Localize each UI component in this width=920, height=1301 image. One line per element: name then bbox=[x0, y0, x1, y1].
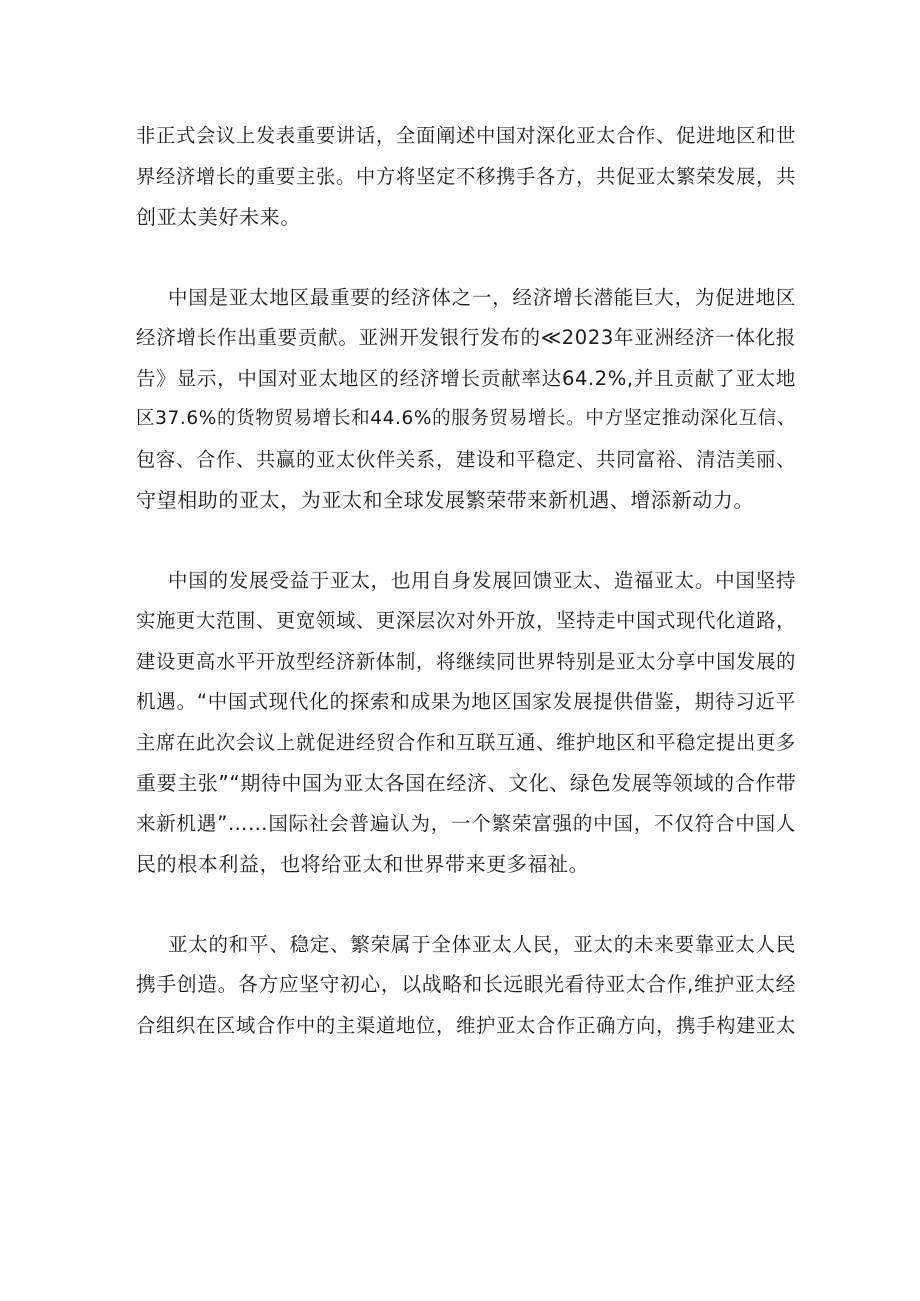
paragraph-3 bbox=[136, 561, 796, 885]
text-line: 合组织在区域合作中的主渠道地位，维护亚太合作正确方向，携手构建亚太 bbox=[136, 1013, 796, 1037]
text-line: 创亚太美好未来。 bbox=[136, 205, 301, 229]
text-line: 主席在此次会议上就促进经贸合作和互联互通、维护地区和平稳定提出更多 bbox=[136, 730, 796, 754]
text-line: 中国是亚太地区最重要的经济体之一，经济增长潜能巨大，为促进地区 bbox=[168, 285, 796, 309]
text-line: 民的根本利益，也将给亚太和世界带来更多福祉。 bbox=[136, 852, 590, 876]
paragraph-4 bbox=[136, 925, 796, 1047]
text-line: 告》显示，中国对亚太地区的经济增长贡献率达64.2%,并且贡献了亚太地 bbox=[136, 366, 796, 390]
text-line: 中国的发展受益于亚太，也用自身发展回馈亚太、造福亚太。中国坚持 bbox=[168, 568, 796, 592]
text-line: 来新机遇”……国际社会普遍认为，一个繁荣富强的中国，不仅符合中国人 bbox=[136, 811, 796, 835]
text-line: 区37.6%的货物贸易增长和44.6%的服务贸易增长。中方坚定推动深化互信、 bbox=[136, 408, 796, 429]
document-body bbox=[136, 116, 796, 1086]
text-line: 界经济增长的重要主张。中方将坚定不移携手各方，共促亚太繁荣发展，共 bbox=[136, 164, 796, 188]
text-line: 亚太的和平、稳定、繁荣属于全体亚太人民，亚太的未来要靠亚太人民 bbox=[168, 932, 796, 956]
paragraph-1 bbox=[136, 116, 796, 238]
text-line: 包容、合作、共赢的亚太伙伴关系，建设和平稳定、共同富裕、清洁美丽、 bbox=[136, 447, 796, 471]
paragraph-2 bbox=[136, 278, 796, 521]
text-line: 重要主张”“期待中国为亚太各国在经济、文化、绿色发展等领域的合作带 bbox=[136, 771, 797, 795]
text-line: 经济增长作出重要贡献。亚洲开发银行发布的≪2023年亚洲经济一体化报 bbox=[136, 326, 796, 349]
text-line: 实施更大范围、更宽领域、更深层次对外开放，坚持走中国式现代化道路， bbox=[136, 609, 796, 632]
text-line: 守望相助的亚太，为亚太和全球发展繁荣带来新机遇、增添新动力。 bbox=[136, 488, 754, 512]
text-line: 非正式会议上发表重要讲话，全面阐述中国对深化亚太合作、促进地区和世 bbox=[136, 124, 796, 147]
text-line: 建设更高水平开放型经济新体制，将继续同世界特别是亚太分享中国发展的 bbox=[136, 649, 796, 673]
text-line: 机遇。“中国式现代化的探索和成果为地区国家发展提供借鉴，期待习近平 bbox=[136, 690, 796, 713]
text-line: 携手创造。各方应坚守初心，以战略和长远眼光看待亚太合作,维护亚太经 bbox=[136, 973, 796, 996]
